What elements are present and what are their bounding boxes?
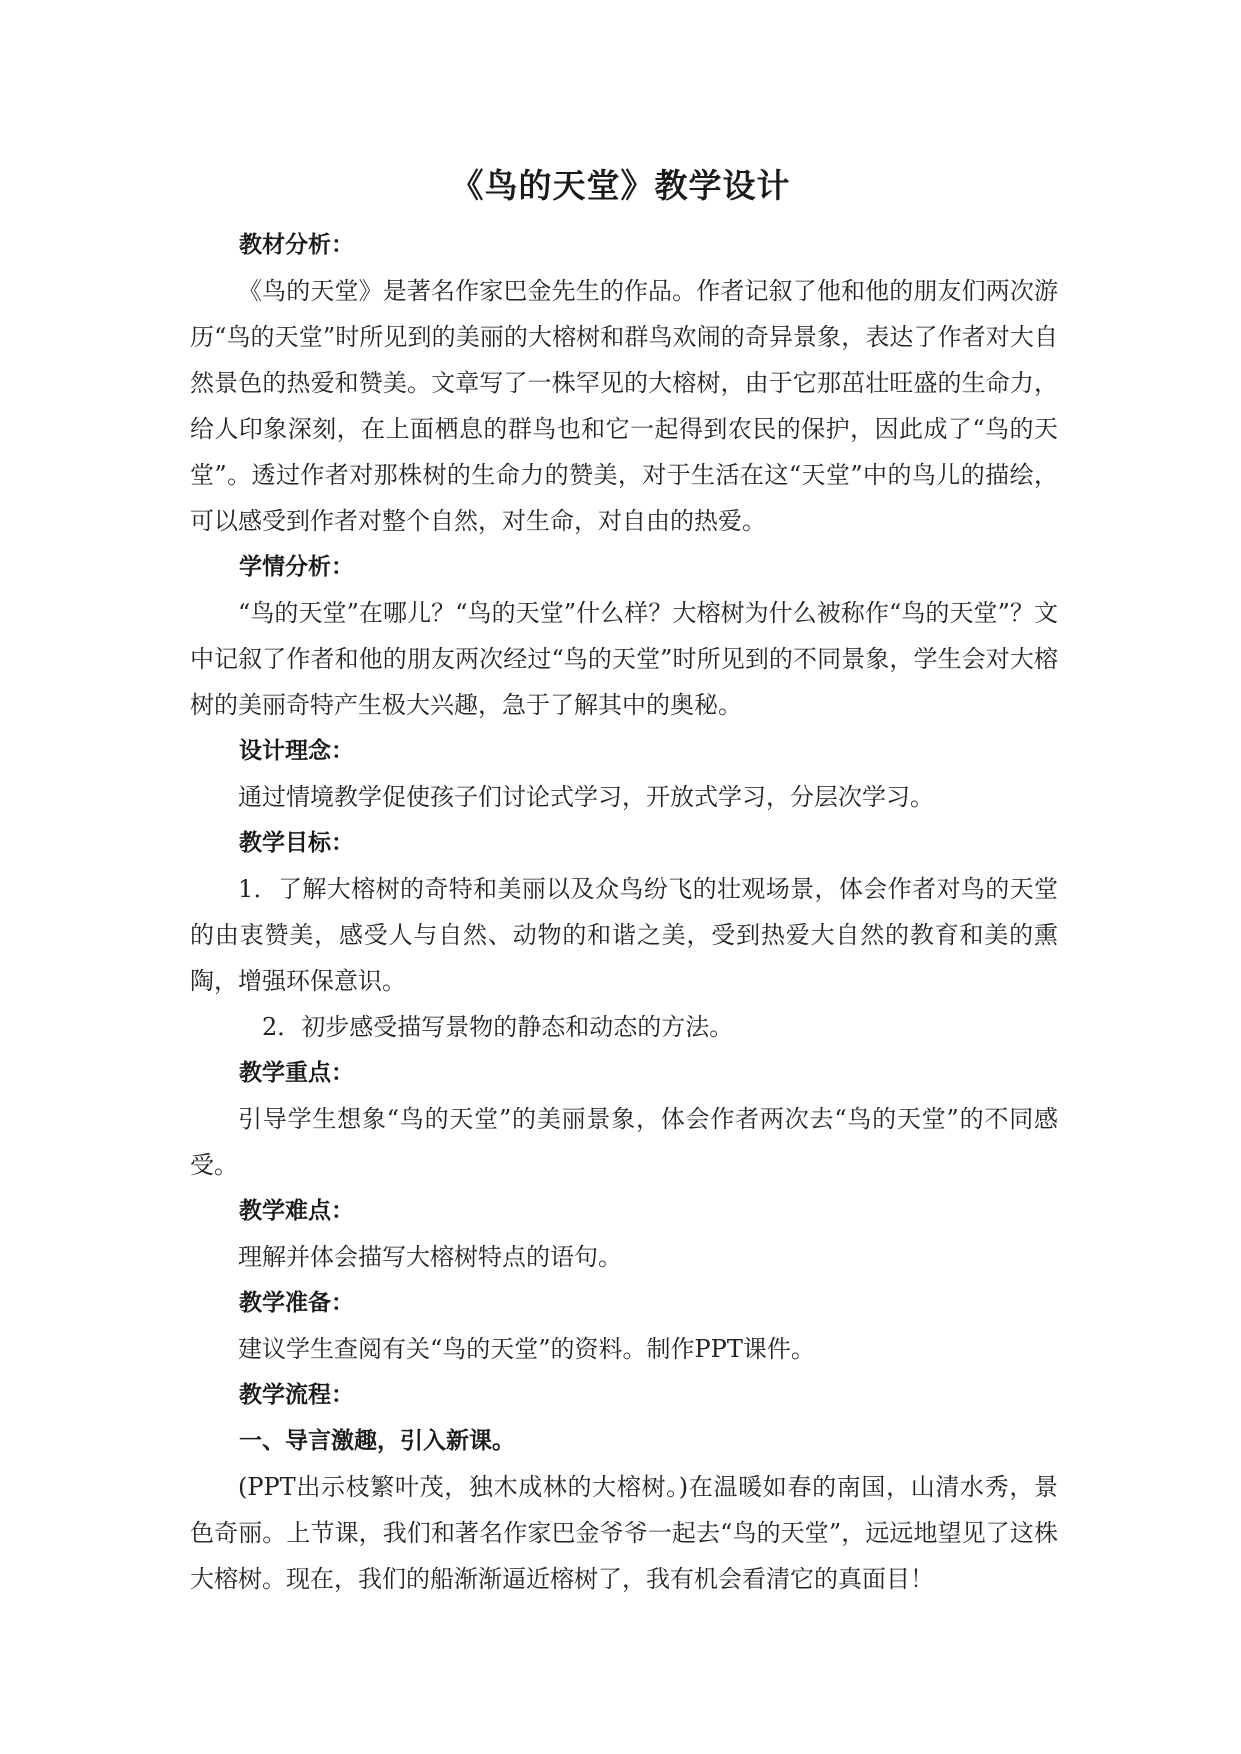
document-title: 《鸟的天堂》教学设计 [450, 166, 791, 205]
section-heading-process: 教学流程： [239, 1382, 354, 1408]
objective-item: 1．了解大榕树的奇特和美丽以及众鸟纷飞的壮观场景，体会作者对鸟的天堂的由衷赞美，感受人与自然、动物的和谐之美，受到热爱大自然的教育和美的熏陶，增强环保意识。 [190, 875, 1058, 995]
section-paragraph: 建议学生查阅有关“鸟的天堂”的资料。制作PPT课件。 [238, 1335, 815, 1363]
section-heading-concept: 设计理念： [239, 738, 354, 764]
section-heading-difficulties: 教学难点： [239, 1198, 354, 1224]
section-paragraph: “鸟的天堂”在哪儿？“鸟的天堂”什么样？大榕树为什么被称作“鸟的天堂”？文中记叙了作者和他的朋友两次经过“鸟的天堂”时所见到的不同景象，学生会对大榕树的美丽奇特产生极大兴趣，急于了解其中的奥秘。 [190, 599, 1058, 719]
section-paragraph: 《鸟的天堂》是著名作家巴金先生的作品。作者记叙了他和他的朋友们两次游历“鸟的天堂”时所见到的美丽的大榕树和群鸟欢闹的奇异景象，表达了作者对大自然景色的热爱和赞美。文章写了一株罕见的大榕树，由于它那茁壮旺盛的生命力，给人印象深刻，在上面栖息的群鸟也和它一起得到农民的保护，因此成了“鸟的天堂”。透过作者对那株树的生命力的赞美，对于生活在这“天堂”中的鸟儿的描绘，可以感受到作者对整个自然，对生命，对自由的热爱。 [190, 277, 1058, 535]
section-paragraph: 通过情境教学促使孩子们讨论式学习，开放式学习，分层次学习。 [238, 783, 934, 811]
section-paragraph: 引导学生想象“鸟的天堂”的美丽景象，体会作者两次去“鸟的天堂”的不同感受。 [190, 1105, 1058, 1179]
step-one-title: 一、导言激趣，引入新课。 [239, 1428, 515, 1454]
objective-item: 2．初步感受描写景物的静态和动态的方法。 [262, 1013, 734, 1041]
document-body [190, 222, 1058, 1602]
section-heading-objectives: 教学目标： [239, 830, 354, 856]
section-paragraph: 理解并体会描写大榕树特点的语句。 [238, 1243, 622, 1271]
step-one-paragraph: (PPT出示枝繁叶茂，独木成林的大榕树。)在温暖如春的南国，山清水秀，景色奇丽。上节课，我们和著名作家巴金爷爷一起去“鸟的天堂”，远远地望见了这株大榕树。现在，我们的船渐渐逼近榕树了，我有机会看清它的真面目！ [190, 1473, 1058, 1593]
section-heading-materials: 教材分析： [239, 232, 354, 258]
section-heading-students: 学情分析： [239, 554, 354, 580]
section-heading-preparation: 教学准备： [239, 1290, 354, 1316]
section-heading-key-points: 教学重点： [239, 1060, 354, 1086]
